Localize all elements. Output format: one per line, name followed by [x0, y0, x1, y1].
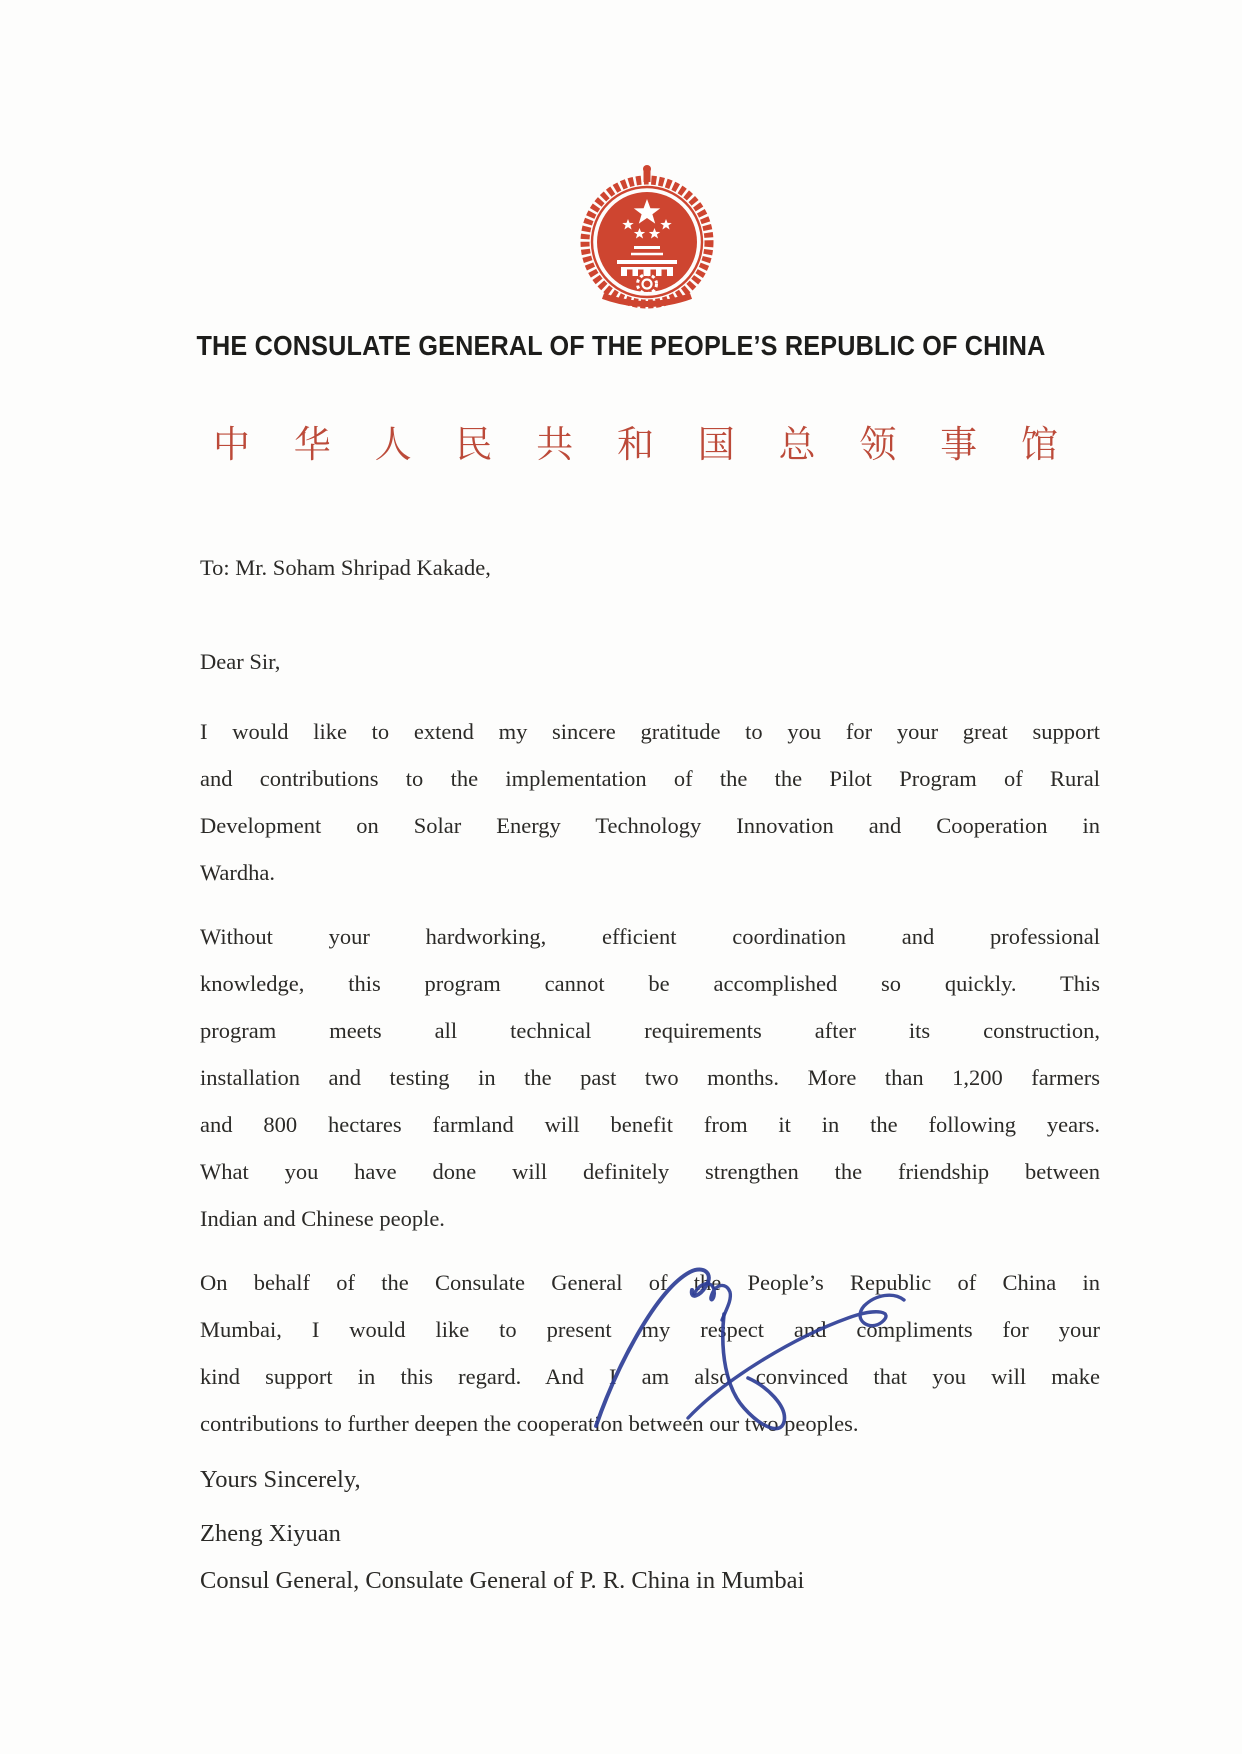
china-national-emblem-icon	[577, 162, 717, 318]
paragraph-line: and 800 hectares farmland will benefit from it in the following years.	[200, 1112, 1100, 1137]
paragraph-1	[200, 708, 1100, 896]
paragraph-line: Wardha.	[200, 860, 276, 885]
salutation-line: Dear Sir,	[200, 649, 281, 674]
signatory-name: Zheng Xiyuan	[200, 1520, 341, 1547]
chinese-character: 和	[616, 425, 654, 466]
paragraph-line: program meets all technical requirements after its construction,	[200, 1018, 1100, 1043]
paragraph-line: and contributions to the implementation of the the Pilot Program of Rural	[200, 766, 1100, 791]
consulate-title-chinese	[213, 424, 1058, 468]
chinese-character: 人	[374, 425, 412, 466]
chinese-character: 华	[293, 425, 331, 466]
chinese-character: 共	[536, 425, 574, 466]
paragraph-line: kind support in this regard. And I am also convinced that you will make	[200, 1364, 1100, 1389]
letter-body	[200, 551, 1100, 1600]
paragraph-line: knowledge, this program cannot be accomplished so quickly. This	[200, 971, 1100, 996]
paragraph-2	[200, 913, 1100, 1242]
chinese-character: 领	[859, 425, 897, 466]
paragraph-line: Indian and Chinese people.	[200, 1206, 445, 1231]
paragraph-line: installation and testing in the past two months. More than 1,200 farmers	[200, 1065, 1100, 1090]
consulate-title-english: THE CONSULATE GENERAL OF THE PEOPLE’S REPUBLIC OF CHINA	[196, 330, 1046, 361]
paragraph-line: On behalf of the Consulate General of the People’s Republic of China in	[200, 1270, 1100, 1295]
closing-line: Yours Sincerely,	[200, 1466, 361, 1493]
chinese-character: 国	[697, 425, 735, 466]
chinese-character: 中	[213, 425, 250, 466]
paragraph-line: Development on Solar Energy Technology Innovation and Cooperation in	[200, 813, 1100, 838]
paragraph-line: contributions to further deepen the cooperation between our two peoples.	[200, 1411, 859, 1436]
paragraph-3	[200, 1259, 1100, 1447]
chinese-character: 事	[940, 425, 978, 466]
paragraph-line: I would like to extend my sincere gratitude to you for your great support	[200, 719, 1100, 744]
paragraph-line: Without your hardworking, efficient coordination and professional	[200, 924, 1100, 949]
paragraph-line: What you have done will definitely strengthen the friendship between	[200, 1159, 1100, 1184]
chinese-character: 总	[778, 425, 816, 466]
signatory-title: Consul General, Consulate General of P. R. China in Mumbai	[200, 1567, 805, 1594]
paragraph-line: Mumbai, I would like to present my respect and compliments for your	[200, 1317, 1100, 1342]
recipient-line: To: Mr. Soham Shripad Kakade,	[200, 555, 491, 580]
chinese-character: 馆	[1020, 425, 1058, 466]
chinese-character: 民	[455, 425, 493, 466]
